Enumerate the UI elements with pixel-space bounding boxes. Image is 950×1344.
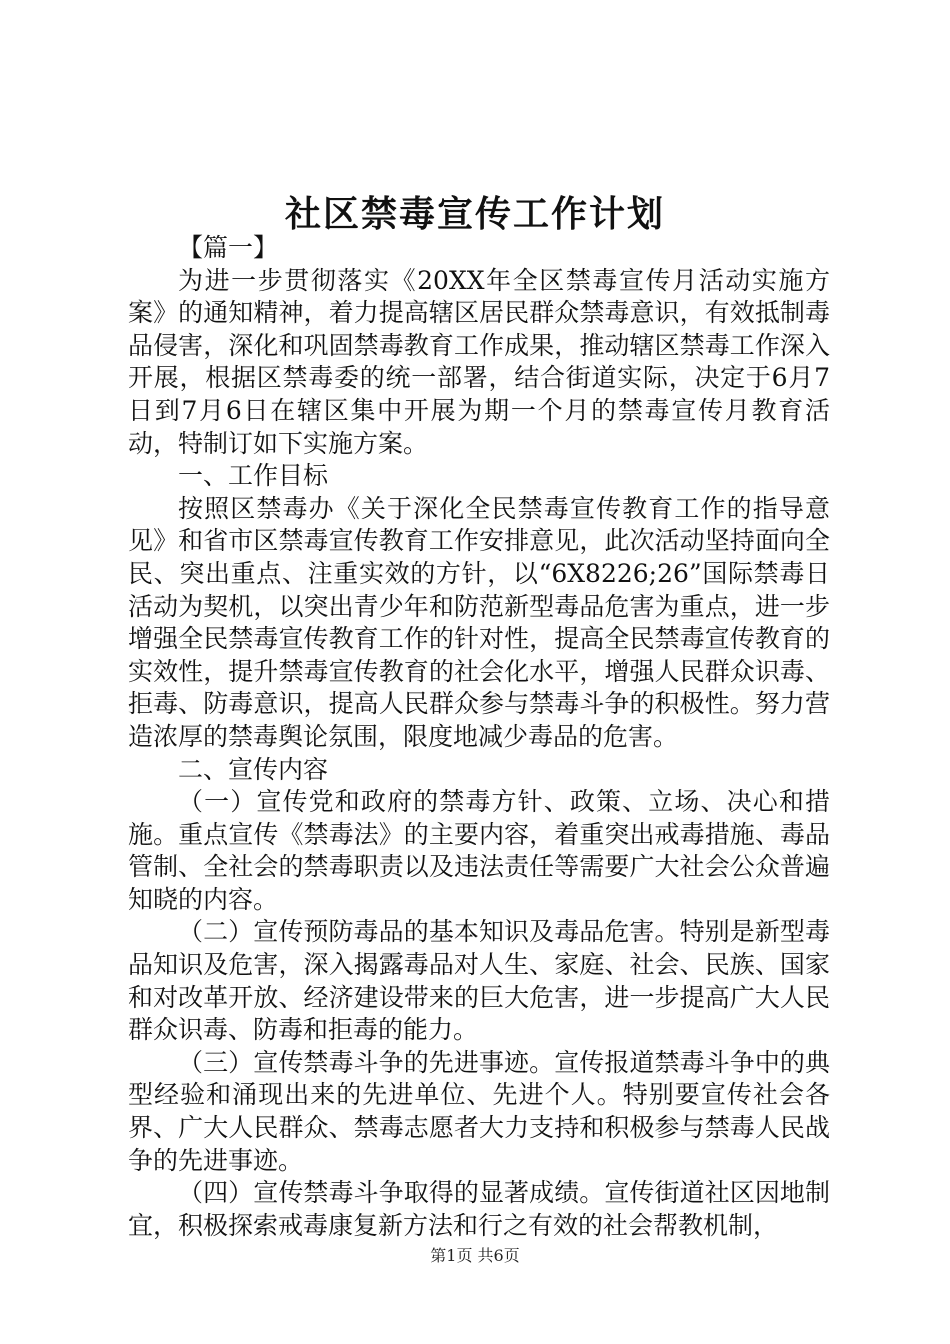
paragraph-item-4: （四）宣传禁毒斗争取得的显著成绩。宣传街道社区因地制宜，积极探索戒毒康复新方法和行之有效的社会帮教机制，	[128, 1178, 830, 1240]
document-body	[128, 232, 830, 1242]
heading-content: 二、宣传内容	[178, 754, 329, 784]
paragraph-work-goal: 按照区禁毒办《关于深化全民禁毒宣传教育工作的指导意见》和省市区禁毒宣传教育工作安排意见，此次活动坚持面向全民、突出重点、注重实效的方针，以“6X8226;26”国际禁毒日活动为契机，以突出青少年和防范新型毒品危害为重点，进一步增强全民禁毒宣传教育工作的针对性，提高全民禁毒宣传教育的实效性，提升禁毒宣传教育的社会化水平，增强人民群众识毒、拒毒、防毒意识，提高人民群众参与禁毒斗争的积极性。努力营造浓厚的禁毒舆论氛围，限度地减少毒品的危害。	[128, 493, 830, 751]
paragraph-item-1: （一）宣传党和政府的禁毒方针、政策、立场、决心和措施。重点宣传《禁毒法》的主要内容，着重突出戒毒措施、毒品管制、全社会的禁毒职责以及违法责任等需要广大社会公众普遍知晓的内容。	[128, 787, 830, 914]
paragraph-intro: 为进一步贯彻落实《20XX年全区禁毒宣传月活动实施方案》的通知精神，着力提高辖区居民群众禁毒意识，有效抵制毒品侵害，深化和巩固禁毒教育工作成果，推动辖区禁毒工作深入开展，根据区禁毒委的统一部署，结合街道实际，决定于6月7日到7月6日在辖区集中开展为期一个月的禁毒宣传月教育活动，特制订如下实施方案。	[128, 265, 830, 458]
paragraph-item-3: （三）宣传禁毒斗争的先进事迹。宣传报道禁毒斗争中的典型经验和涌现出来的先进单位、先进个人。特别要宣传社会各界、广大人民群众、禁毒志愿者大力支持和积极参与禁毒人民战争的先进事迹。	[128, 1047, 830, 1175]
heading-work-goal: 一、工作目标	[178, 461, 329, 491]
paragraph-item-2: （二）宣传预防毒品的基本知识及毒品危害。特别是新型毒品知识及危害，深入揭露毒品对人生、家庭、社会、民族、国家和对改革开放、经济建设带来的巨大危害，进一步提高广大人民群众识毒、防毒和拒毒的能力。	[128, 917, 830, 1045]
section-tag: 【篇一】	[178, 233, 279, 262]
document-title: 社区禁毒宣传工作计划	[284, 194, 665, 235]
page-number-footer: 第1页 共6页	[430, 1246, 520, 1265]
